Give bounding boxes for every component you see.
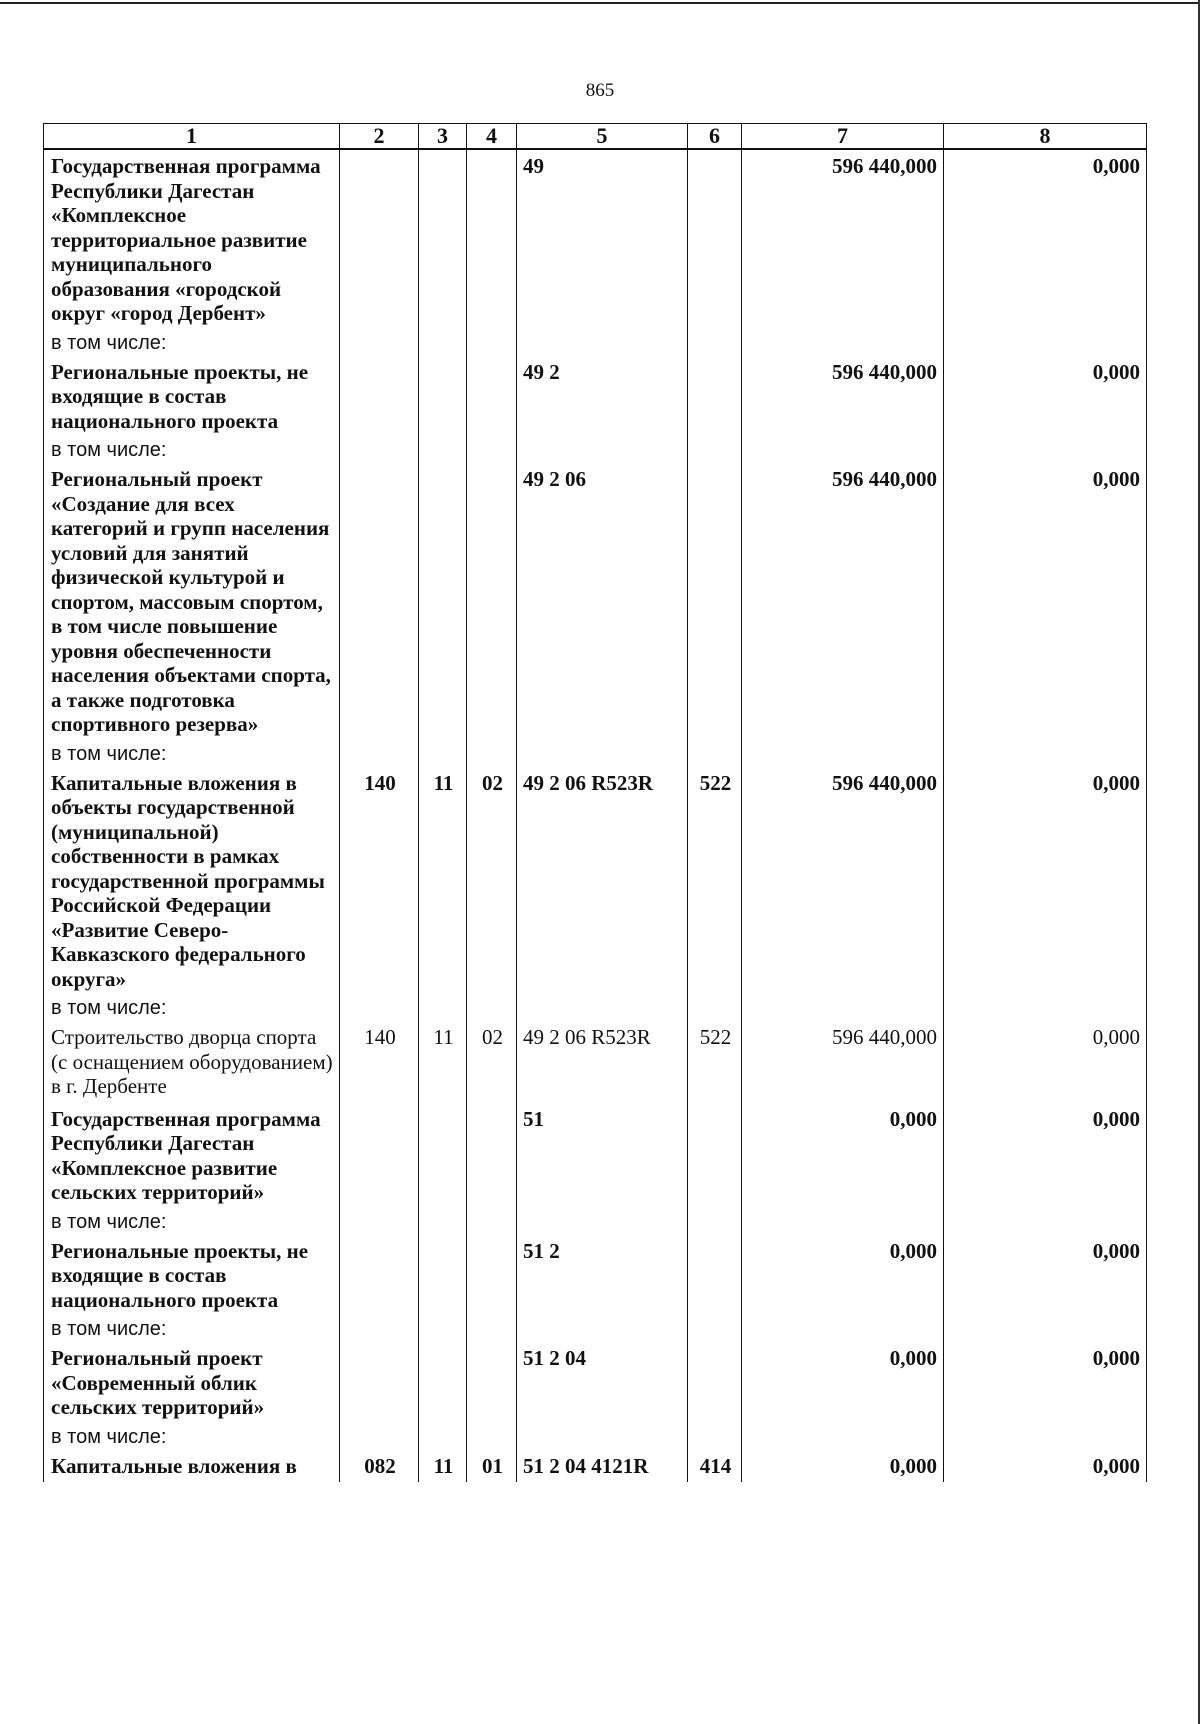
- column-header-2: 2: [340, 124, 419, 150]
- cell-col2: [340, 149, 419, 330]
- cell-col5: 49 2: [517, 356, 688, 438]
- cell-col3: [419, 330, 467, 356]
- cell-col8: [944, 1209, 1147, 1235]
- table-row: [44, 149, 1147, 330]
- cell-col6: [688, 1342, 742, 1424]
- cell-col4: [467, 1342, 517, 1424]
- cell-col3: 11: [419, 767, 467, 996]
- cell-col2: [340, 1209, 419, 1235]
- cell-col7: 596 440,000: [742, 1021, 944, 1103]
- cell-col3: [419, 1209, 467, 1235]
- subheading-row: [44, 437, 1147, 463]
- cell-name: в том числе:: [44, 1209, 340, 1235]
- cell-col4: [467, 463, 517, 741]
- cell-col8: 0,000: [944, 1342, 1147, 1424]
- cell-col5: 51: [517, 1103, 688, 1209]
- cell-col5: 49 2 06: [517, 463, 688, 741]
- cell-col3: [419, 1424, 467, 1450]
- column-header-1: 1: [44, 124, 340, 150]
- cell-col5: 49 2 06 R523R: [517, 1021, 688, 1103]
- cell-col6: [688, 1209, 742, 1235]
- subheading-row: [44, 741, 1147, 767]
- cell-col6: [688, 1103, 742, 1209]
- cell-col6: [688, 463, 742, 741]
- cell-col3: [419, 995, 467, 1021]
- cell-col4: [467, 437, 517, 463]
- cell-name: в том числе:: [44, 741, 340, 767]
- subheading-row: [44, 330, 1147, 356]
- cell-col3: 11: [419, 1450, 467, 1483]
- cell-col6: 522: [688, 767, 742, 996]
- cell-col3: [419, 1342, 467, 1424]
- cell-col5: 51 2 04: [517, 1342, 688, 1424]
- cell-col4: 02: [467, 1021, 517, 1103]
- cell-col6: 414: [688, 1450, 742, 1483]
- cell-col8: 0,000: [944, 463, 1147, 741]
- column-header-7: 7: [742, 124, 944, 150]
- cell-col8: [944, 437, 1147, 463]
- cell-col7: 596 440,000: [742, 149, 944, 330]
- cell-col7: [742, 741, 944, 767]
- cell-col2: [340, 1342, 419, 1424]
- cell-col5: [517, 330, 688, 356]
- cell-col8: [944, 1424, 1147, 1450]
- cell-col5: 49 2 06 R523R: [517, 767, 688, 996]
- cell-col8: 0,000: [944, 356, 1147, 438]
- cell-col6: [688, 741, 742, 767]
- column-header-5: 5: [517, 124, 688, 150]
- cell-col4: [467, 995, 517, 1021]
- cell-col6: [688, 1316, 742, 1342]
- cell-name: Региональный проект «Современный облик сельских территорий»: [44, 1342, 340, 1424]
- cell-col5: 49: [517, 149, 688, 330]
- cell-col7: 596 440,000: [742, 356, 944, 438]
- subheading-row: [44, 1209, 1147, 1235]
- cell-col5: [517, 1424, 688, 1450]
- table-row: [44, 767, 1147, 996]
- cell-col3: 11: [419, 1021, 467, 1103]
- cell-col2: [340, 1424, 419, 1450]
- cell-col7: [742, 437, 944, 463]
- subheading-row: [44, 995, 1147, 1021]
- cell-col8: [944, 995, 1147, 1021]
- table-row: [44, 1342, 1147, 1424]
- cell-name: в том числе:: [44, 437, 340, 463]
- page-top-border: [0, 2, 1200, 4]
- cell-col5: [517, 1209, 688, 1235]
- cell-col5: [517, 437, 688, 463]
- cell-col4: [467, 356, 517, 438]
- cell-col2: [340, 463, 419, 741]
- cell-name: Капитальные вложения в: [44, 1450, 340, 1483]
- cell-col2: [340, 1316, 419, 1342]
- table-row: [44, 1021, 1147, 1103]
- cell-col6: 522: [688, 1021, 742, 1103]
- cell-col2: [340, 356, 419, 438]
- subheading-row: [44, 1424, 1147, 1450]
- cell-name: в том числе:: [44, 330, 340, 356]
- cell-col3: [419, 356, 467, 438]
- cell-col8: 0,000: [944, 1450, 1147, 1483]
- cell-col8: [944, 741, 1147, 767]
- cell-col6: [688, 356, 742, 438]
- cell-col4: [467, 1424, 517, 1450]
- cell-col4: [467, 149, 517, 330]
- table-row: [44, 1450, 1147, 1483]
- cell-col5: 51 2: [517, 1235, 688, 1317]
- table-row: [44, 1235, 1147, 1317]
- cell-col3: [419, 1103, 467, 1209]
- column-header-4: 4: [467, 124, 517, 150]
- cell-col4: [467, 1316, 517, 1342]
- cell-name: Региональные проекты, не входящие в состав национального проекта: [44, 356, 340, 438]
- cell-col4: [467, 1209, 517, 1235]
- cell-col7: 596 440,000: [742, 463, 944, 741]
- cell-col7: [742, 1316, 944, 1342]
- cell-col2: [340, 1103, 419, 1209]
- cell-col4: 01: [467, 1450, 517, 1483]
- cell-col8: [944, 1316, 1147, 1342]
- cell-col8: 0,000: [944, 1103, 1147, 1209]
- cell-col8: [944, 330, 1147, 356]
- cell-name: Региональные проекты, не входящие в состав национального проекта: [44, 1235, 340, 1317]
- cell-col2: 140: [340, 1021, 419, 1103]
- cell-col2: 140: [340, 767, 419, 996]
- cell-col7: [742, 330, 944, 356]
- table-row: [44, 356, 1147, 438]
- cell-col3: [419, 437, 467, 463]
- cell-col2: [340, 1235, 419, 1317]
- cell-col4: [467, 330, 517, 356]
- cell-col8: 0,000: [944, 1021, 1147, 1103]
- cell-col6: [688, 330, 742, 356]
- cell-col6: [688, 1235, 742, 1317]
- cell-col7: 596 440,000: [742, 767, 944, 996]
- table-row: [44, 1103, 1147, 1209]
- cell-col6: [688, 149, 742, 330]
- page-number: 865: [585, 80, 615, 101]
- cell-name: Капитальные вложения в объекты государственной (муниципальной) собственности в рамках государственной программы Российской Федерации «Развитие Северо-Кавказского федерального округа»: [44, 767, 340, 996]
- cell-col2: [340, 330, 419, 356]
- cell-col7: [742, 1209, 944, 1235]
- cell-col3: [419, 149, 467, 330]
- cell-col7: 0,000: [742, 1450, 944, 1483]
- cell-col4: [467, 1103, 517, 1209]
- column-header-8: 8: [944, 124, 1147, 150]
- cell-col4: [467, 1235, 517, 1317]
- cell-col5: 51 2 04 4121R: [517, 1450, 688, 1483]
- cell-name: в том числе:: [44, 995, 340, 1021]
- cell-col7: [742, 1424, 944, 1450]
- cell-col7: [742, 995, 944, 1021]
- table-row: [44, 463, 1147, 741]
- cell-col2: [340, 437, 419, 463]
- cell-col6: [688, 995, 742, 1021]
- cell-col5: [517, 1316, 688, 1342]
- cell-col7: 0,000: [742, 1103, 944, 1209]
- cell-col4: 02: [467, 767, 517, 996]
- table-body: [44, 149, 1147, 1482]
- cell-name: Региональный проект «Создание для всех категорий и групп населения условий для занятий физической культурой и спортом, массовым спортом, в том числе повышение уровня обеспеченности населения объектами спорта, а также подготовка спортивного резерва»: [44, 463, 340, 741]
- cell-col4: [467, 741, 517, 767]
- cell-col5: [517, 995, 688, 1021]
- cell-col3: [419, 741, 467, 767]
- cell-col3: [419, 1235, 467, 1317]
- cell-col8: 0,000: [944, 767, 1147, 996]
- cell-col6: [688, 437, 742, 463]
- cell-name: Государственная программа Республики Дагестан «Комплексное развитие сельских территорий»: [44, 1103, 340, 1209]
- cell-col8: 0,000: [944, 149, 1147, 330]
- cell-name: Строительство дворца спорта (с оснащением оборудованием) в г. Дербенте: [44, 1021, 340, 1103]
- cell-name: Государственная программа Республики Дагестан «Комплексное территориальное развитие муниципального образования «городской округ «город Дербент»: [44, 149, 340, 330]
- cell-name: в том числе:: [44, 1316, 340, 1342]
- cell-col7: 0,000: [742, 1235, 944, 1317]
- cell-col2: [340, 995, 419, 1021]
- cell-col5: [517, 741, 688, 767]
- column-header-3: 3: [419, 124, 467, 150]
- cell-col7: 0,000: [742, 1342, 944, 1424]
- cell-col2: 082: [340, 1450, 419, 1483]
- budget-table: [43, 123, 1147, 1482]
- table-header-row: [44, 124, 1147, 150]
- cell-col2: [340, 741, 419, 767]
- subheading-row: [44, 1316, 1147, 1342]
- cell-name: в том числе:: [44, 1424, 340, 1450]
- cell-col3: [419, 1316, 467, 1342]
- column-header-6: 6: [688, 124, 742, 150]
- cell-col3: [419, 463, 467, 741]
- cell-col6: [688, 1424, 742, 1450]
- cell-col8: 0,000: [944, 1235, 1147, 1317]
